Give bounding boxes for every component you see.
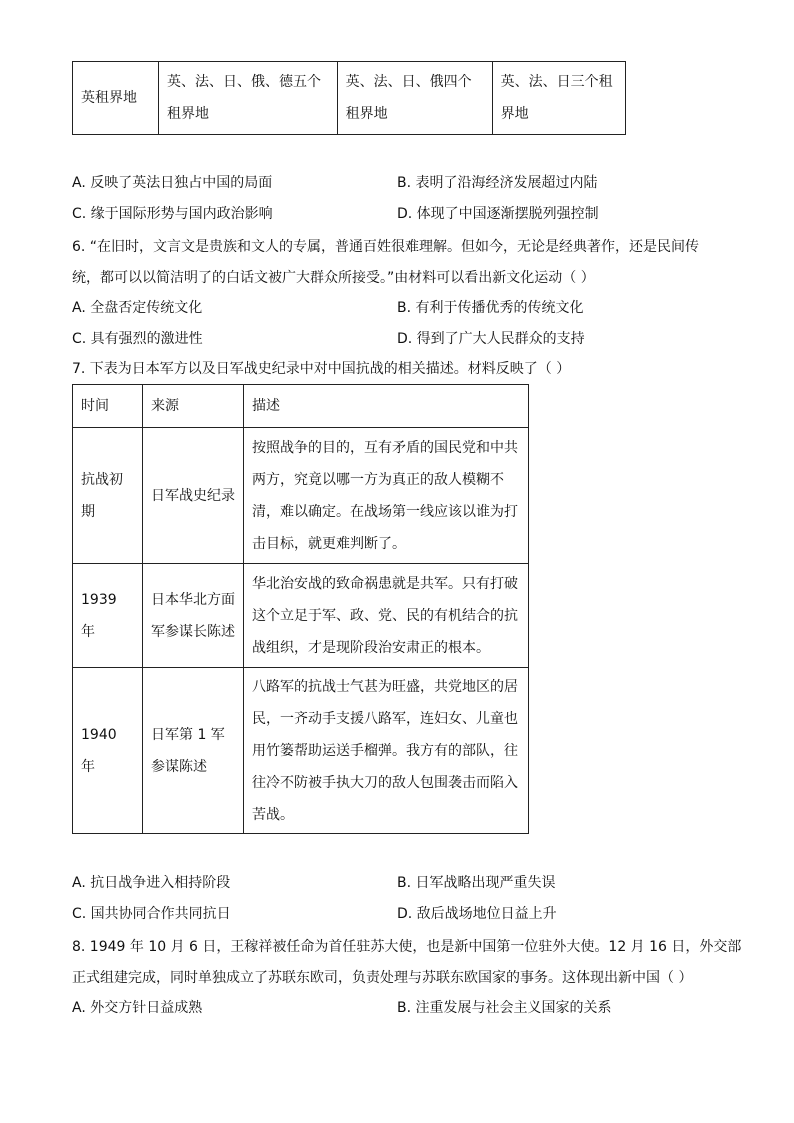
table-row (73, 668, 529, 834)
q7-table (72, 384, 529, 834)
q8-option-b: B. 注重发展与社会主义国家的关系 (397, 1000, 612, 1016)
table-cell-desc: 华北治安战的致命祸患就是共军。只有打破这个立足于军、政、党、民的有机结合的抗战组织，才是现阶段治安肃正的根本。 (244, 564, 529, 668)
q6-option-c: C. 具有强烈的激进性 (72, 331, 203, 347)
column-header: 来源 (143, 385, 244, 428)
table-row (73, 564, 529, 668)
q6-stem-line2: 统，都可以以简洁明了的白话文被广大群众所接受。”由材料可以看出新文化运动（ ） (72, 270, 595, 286)
q8-stem-line1: 8. 1949 年 10 月 6 日，王稼祥被任命为首任驻苏大使，也是新中国第一位驻外大使。12 月 16 日，外交部 (72, 939, 742, 955)
q8-option-a: A. 外交方针日益成熟 (72, 1000, 203, 1016)
column-header: 描述 (244, 385, 529, 428)
table-cell-time: 1939 年 (73, 564, 143, 668)
q5-option-c: C. 缘于国际形势与国内政治影响 (72, 206, 273, 222)
table-cell-source: 日军战史纪录 (143, 428, 244, 564)
q7-option-a: A. 抗日战争进入相持阶段 (72, 875, 231, 891)
table-cell-desc: 八路军的抗战士气甚为旺盛，共党地区的居民，一齐动手支援八路军，连妇女、儿童也用竹篓帮助运送手榴弹。我方有的部队，往往冷不防被手执大刀的敌人包围袭击而陷入苦战。 (244, 668, 529, 834)
column-header: 时间 (73, 385, 143, 428)
q7-option-c: C. 国共协同合作共同抗日 (72, 906, 231, 922)
q7-stem: 7. 下表为日本军方以及日军战史纪录中对中国抗战的相关描述。材料反映了（ ） (72, 361, 571, 377)
table-cell-desc: 按照战争的目的，互有矛盾的国民党和中共两方，究竟以哪一方为真正的敌人模糊不清，难以确定。在战场第一线应该以谁为打击目标，就更难判断了。 (244, 428, 529, 564)
table-cell-source: 日本华北方面军参谋长陈述 (143, 564, 244, 668)
table-cell-time: 抗战初期 (73, 428, 143, 564)
table-row (73, 428, 529, 564)
q6-stem-line1: 6. “在旧时，文言文是贵族和文人的专属，普通百姓很难理解。但如今，无论是经典著作，还是民间传 (72, 239, 700, 255)
q6-option-a: A. 全盘否定传统文化 (72, 300, 203, 316)
concession-table (72, 61, 626, 135)
q6-option-d: D. 得到了广大人民群众的支持 (397, 331, 585, 347)
table-cell-source: 日军第 1 军参谋陈述 (143, 668, 244, 834)
q6-option-b: B. 有利于传播优秀的传统文化 (397, 300, 584, 316)
table-cell: 英、法、日三个租界地 (492, 62, 625, 135)
table-cell: 英、法、日、俄四个租界地 (337, 62, 492, 135)
table-cell-time: 1940 年 (73, 668, 143, 834)
table-row (73, 62, 626, 135)
table-cell: 英、法、日、俄、德五个租界地 (159, 62, 338, 135)
q8-stem-line2: 正式组建完成，同时单独成立了苏联东欧司，负责处理与苏联东欧国家的事务。这体现出新中国（ ） (72, 970, 693, 986)
q5-option-a: A. 反映了英法日独占中国的局面 (72, 175, 273, 191)
q5-option-d: D. 体现了中国逐渐摆脱列强控制 (397, 206, 599, 222)
q5-option-b: B. 表明了沿海经济发展超过内陆 (397, 175, 598, 191)
table-header-row (73, 385, 529, 428)
q7-option-d: D. 敌后战场地位日益上升 (397, 906, 557, 922)
table-cell: 英租界地 (73, 62, 159, 135)
q7-option-b: B. 日军战略出现严重失误 (397, 875, 556, 891)
